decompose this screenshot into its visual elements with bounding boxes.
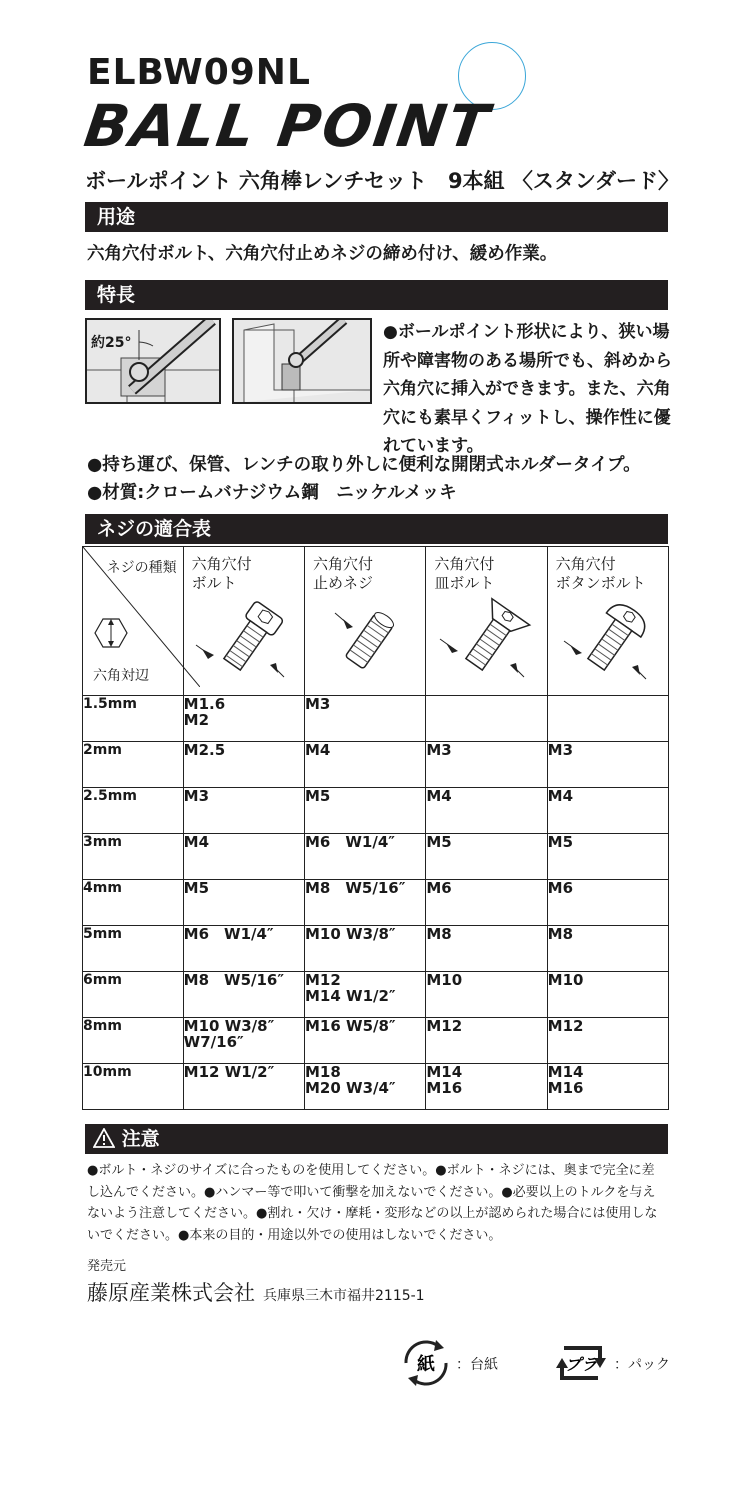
fit-cell: M12	[547, 1018, 668, 1064]
fit-cell: M5	[547, 834, 668, 880]
table-row	[83, 834, 669, 880]
usage-text: 六角穴付ボルト、六角穴付止めネジの締め付け、緩め作業。	[87, 244, 558, 264]
fit-cell: M5	[305, 788, 426, 834]
table-row	[83, 926, 669, 972]
fit-cell: M5	[183, 880, 304, 926]
size-cell: 4mm	[83, 880, 184, 926]
fit-cell: M4	[547, 788, 668, 834]
seller	[87, 1277, 425, 1307]
flat-head-bolt-icon	[434, 593, 534, 683]
fit-cell	[547, 696, 668, 742]
plastic-mark-text: プラ	[564, 1355, 598, 1374]
fit-cell: M10	[426, 972, 547, 1018]
fit-table-heading: ネジの適合表	[85, 514, 668, 544]
fit-cell: M8	[547, 926, 668, 972]
warning-icon	[93, 1128, 115, 1148]
table-row	[83, 742, 669, 788]
table-row	[83, 1018, 669, 1064]
fit-cell: M3	[426, 742, 547, 788]
fit-cell: M6	[547, 880, 668, 926]
fit-cell: M8 W5/16″	[183, 972, 304, 1018]
fit-cell: M8	[426, 926, 547, 972]
angle-illustration	[85, 318, 221, 404]
fit-cell: M14 M16	[426, 1064, 547, 1110]
size-cell: 2mm	[83, 742, 184, 788]
table-row	[83, 972, 669, 1018]
caution-title: 注意	[121, 1128, 160, 1150]
size-cell: 3mm	[83, 834, 184, 880]
corner-top-label: ネジの種類	[106, 560, 177, 576]
fit-cell: M14 M16	[547, 1064, 668, 1110]
fit-cell: M10 W3/8″	[305, 926, 426, 972]
fit-cell: M5	[426, 834, 547, 880]
fit-cell: M10 W3/8″ W7/16″	[183, 1018, 304, 1064]
corner-bottom-label: 六角対辺	[93, 668, 149, 684]
fit-cell: M3	[305, 696, 426, 742]
features-heading: 特長	[85, 280, 668, 310]
fit-cell: M10	[547, 972, 668, 1018]
fit-cell: M3	[547, 742, 668, 788]
fit-cell: M18 M20 W3/4″	[305, 1064, 426, 1110]
plastic-recycle-icon	[550, 1338, 612, 1388]
paper-mark-text: 紙	[417, 1354, 435, 1375]
size-cell: 10mm	[83, 1064, 184, 1110]
brand-logo: BALL POINT	[80, 92, 495, 160]
fit-cell: M1.6 M2	[183, 696, 304, 742]
paper-recycle-icon	[398, 1338, 454, 1388]
fit-cell: M4	[305, 742, 426, 788]
socket-head-bolt-icon	[192, 593, 292, 683]
table-row	[83, 1064, 669, 1110]
product-code: ELBW09NL	[87, 52, 311, 93]
fit-cell: M6 W1/4″	[305, 834, 426, 880]
seller-label: 発売元	[87, 1259, 127, 1274]
size-cell: 2.5mm	[83, 788, 184, 834]
size-cell: 6mm	[83, 972, 184, 1018]
table-row	[83, 696, 669, 742]
fit-cell: M2.5	[183, 742, 304, 788]
fit-cell: M12 M14 W1/2″	[305, 972, 426, 1018]
plastic-recycle-mark	[550, 1338, 612, 1392]
fit-cell: M12 W1/2″	[183, 1064, 304, 1110]
material-text: ●材質:クロームバナジウム鋼 ニッケルメッキ	[87, 483, 457, 503]
fit-cell: M8 W5/16″	[305, 880, 426, 926]
fit-cell: M6 W1/4″	[183, 926, 304, 972]
obstacle-illustration	[232, 318, 372, 404]
size-cell: 5mm	[83, 926, 184, 972]
holder-feature-text: ●持ち運び、保管、レンチの取り外しに便利な開閉式ホルダータイプ。	[87, 455, 641, 475]
plastic-recycle-label: ：パック	[614, 1357, 670, 1373]
fit-cell: M4	[183, 834, 304, 880]
col-button-head-bolt: 六角穴付 ボタンボルト	[547, 547, 668, 696]
caution-heading	[85, 1124, 668, 1154]
button-head-bolt-icon	[556, 593, 656, 683]
product-subtitle: ボールポイント 六角棒レンチセット 9本組 〈スタンダード〉	[85, 169, 680, 193]
table-header-row	[83, 547, 669, 696]
fit-cell: M4	[426, 788, 547, 834]
paper-recycle-mark	[398, 1338, 454, 1392]
col-flat-head-bolt: 六角穴付 皿ボルト	[426, 547, 547, 696]
fit-cell: M16 W5/8″	[305, 1018, 426, 1064]
size-cell: 8mm	[83, 1018, 184, 1064]
col-socket-head-bolt: 六角穴付 ボルト	[183, 547, 304, 696]
fit-cell: M12	[426, 1018, 547, 1064]
fit-cell	[426, 696, 547, 742]
fit-cell: M6	[426, 880, 547, 926]
seller-name: 藤原産業株式会社	[87, 1281, 255, 1305]
corner-cell	[83, 547, 184, 696]
paper-recycle-label: ：台紙	[456, 1357, 498, 1373]
table-row	[83, 788, 669, 834]
ballpoint-feature-text: ●ボールポイント形状により、狭い場所や障害物のある場所でも、斜めから六角穴に挿入ができます。また、六角穴にも素早くフィットし、操作性に優れています。	[383, 322, 672, 456]
angle-label: 約25°	[91, 335, 132, 351]
size-cell: 1.5mm	[83, 696, 184, 742]
usage-heading: 用途	[85, 202, 668, 232]
set-screw-icon	[313, 593, 413, 683]
col-set-screw: 六角穴付 止めネジ	[305, 547, 426, 696]
caution-text: ●ボルト・ネジのサイズに合ったものを使用してください。●ボルト・ネジには、奥まで完全に差し込んでください。●ハンマー等で叩いて衝撃を加えないでください。●必要以上のトルクを与えないよう注意してください。●割れ・欠け・摩耗・変形などの以上が認められた場合には使用しないでください。●本来の目的・用途以外での使用はしないでください。	[87, 1163, 658, 1243]
table-row	[83, 880, 669, 926]
fit-cell: M3	[183, 788, 304, 834]
seller-address: 兵庫県三木市福井2115-1	[263, 1288, 425, 1304]
fit-table	[82, 546, 669, 1110]
